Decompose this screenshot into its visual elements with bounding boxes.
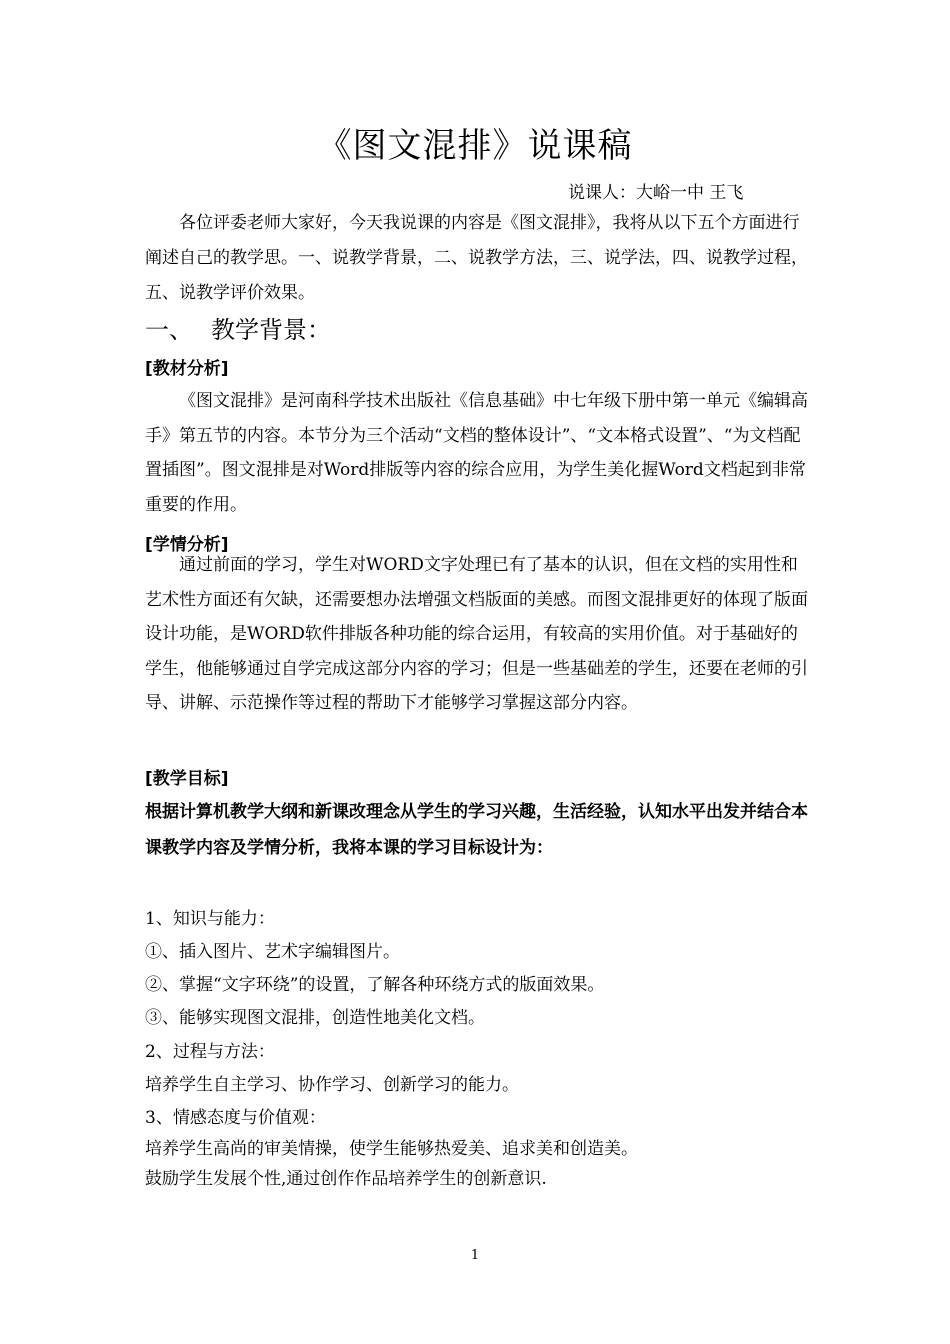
- goal-item: 培养学生自主学习、协作学习、创新学习的能力。: [145, 1075, 519, 1095]
- material-heading: [教材分析]: [145, 359, 229, 379]
- goals-lead-paragraph: 根据计算机教学大纲和新课改理念从学生的学习兴趣，生活经验，认知水平出发并结合本课教学内容及学情分析，我将本课的学习目标设计为：: [145, 802, 808, 858]
- author-line: 说课人：大峪一中 王飞: [568, 183, 744, 203]
- goal-item: ③、能够实现图文混排，创造性地美化文档。: [145, 1008, 485, 1028]
- goal-item: 培养学生高尚的审美情操，使学生能够热爱美、追求美和创造美。: [145, 1139, 638, 1159]
- goal-item: 1、知识与能力：: [145, 909, 275, 929]
- goal-item: ①、插入图片、艺术字编辑图片。: [145, 942, 400, 962]
- learners-paragraph: 通过前面的学习，学生对WORD文字处理已有了基本的认识，但在文档的实用性和艺术性方面还有欠缺，还需要想办法增强文档版面的美感。而图文混排更好的体现了版面设计功能，是WORD软件排版各种功能的综合运用，有较高的实用价值。对于基础好的学生，他能够通过自学完成这部分内容的学习；但是一些基础差的学生，还要在老师的引导、讲解、示范操作等过程的帮助下才能够学习掌握这部分内容。: [145, 555, 808, 713]
- material-paragraph: 《图文混排》是河南科学技术出版社《信息基础》中七年级下册中第一单元《编辑高手》第五节的内容。本节分为三个活动“文档的整体设计”、“文本格式设置”、“为文档配置插图”。图文混排是对Word排版等内容的综合应用，为学生美化握Word文档起到非常重要的作用。: [145, 391, 808, 515]
- goals-heading: [教学目标]: [145, 769, 229, 789]
- page-number: 1: [470, 1248, 480, 1263]
- intro-paragraph: 各位评委老师大家好，今天我说课的内容是《图文混排》，我将从以下五个方面进行阐述自己的教学思。一、说教学背景，二、说教学方法，三、说学法，四、说教学过程，五、说教学评价效果。: [145, 213, 808, 303]
- goal-item: 3、情感态度与价值观：: [145, 1108, 326, 1128]
- goal-item: 鼓励学生发展个性,通过创作作品培养学生的创新意识.: [145, 1169, 547, 1189]
- goal-item: 2、过程与方法：: [145, 1042, 275, 1062]
- section-number: 一、: [145, 316, 193, 344]
- goal-item: ②、掌握“文字环绕”的设置，了解各种环绕方式的版面效果。: [145, 975, 605, 995]
- section-heading: [145, 310, 331, 345]
- learners-heading: [学情分析]: [145, 535, 229, 555]
- document-title: 《图文混排》说课稿: [317, 126, 633, 166]
- section-title: 教学背景：: [211, 316, 331, 344]
